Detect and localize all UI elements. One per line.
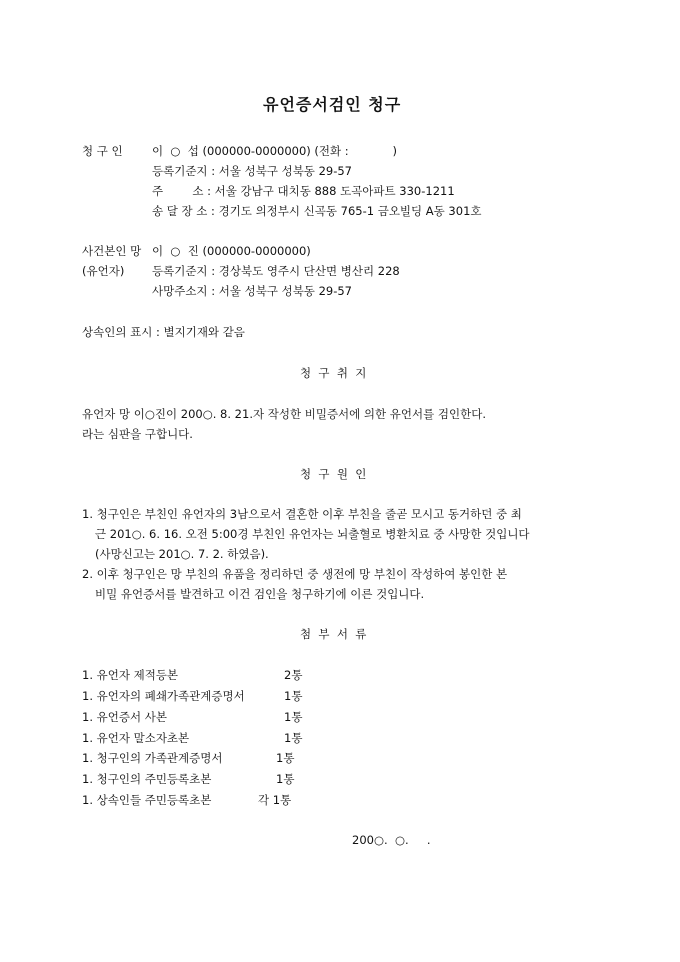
claimant-label: 청 구 인 [82, 144, 123, 158]
purpose-line-1: 유언자 망 이○진이 200○. 8. 21.자 작성한 비밀증서에 의한 유언서를 검인한다. [82, 407, 486, 421]
purpose-heading: 청 구 취 지 [300, 366, 367, 380]
cause-paragraph-1-line-2: 근 201○. 6. 16. 오전 5:00경 부친인 유언자는 뇌출혈로 병환치료 중 사망한 것입니다 [95, 527, 530, 541]
attachments-heading: 첨 부 서 류 [300, 627, 367, 641]
claimant-delivery-address: 송 달 장 소 : 경기도 의정부시 신곡동 765-1 금오빌딩 A동 301호 [152, 204, 482, 218]
attachment-item-name: 1. 상속인들 주민등록초본 [82, 793, 212, 807]
cause-heading: 청 구 원 인 [300, 467, 367, 481]
claimant-address: 주 소 : 서울 강남구 대치동 888 도곡아파트 330-1211 [152, 184, 455, 198]
heirs-line: 상속인의 표시 : 별지기재와 같음 [82, 325, 245, 339]
attachment-item-name: 1. 청구인의 주민등록초본 [82, 772, 212, 786]
attachment-item-name: 1. 유언자 말소자초본 [82, 731, 190, 745]
attachment-item-name: 1. 청구인의 가족관계증명서 [82, 751, 223, 765]
attachment-item-count: 2통 [284, 668, 303, 682]
cause-paragraph-1-line-1: 1. 청구인은 부친인 유언자의 3남으로서 결혼한 이후 부친을 줄곧 모시고 동거하던 중 최 [82, 507, 522, 521]
attachment-item-count: 1통 [284, 689, 303, 703]
attachment-item-name: 1. 유언증서 사본 [82, 710, 167, 724]
cause-paragraph-2-line-2: 비밀 유언증서를 발견하고 이건 검인을 청구하기에 이른 것입니다. [95, 587, 425, 601]
cause-paragraph-2-line-1: 2. 이후 청구인은 망 부친의 유품을 정리하던 중 생전에 망 부친이 작성하여 봉인한 본 [82, 567, 508, 581]
deceased-registration: 등록기준지 : 경상북도 영주시 단산면 병산리 228 [152, 264, 400, 278]
claimant-registration: 등록기준지 : 서울 성북구 성북동 29-57 [152, 164, 352, 178]
attachment-item-name: 1. 유언자 제적등본 [82, 668, 179, 682]
attachment-item-count: 1통 [284, 731, 303, 745]
page-title: 유언증서검인 청구 [263, 95, 402, 114]
purpose-line-2: 라는 심판을 구합니다. [82, 427, 193, 441]
attachment-item-count: 1통 [276, 772, 295, 786]
deceased-death-address: 사망주소지 : 서울 성북구 성북동 29-57 [152, 284, 352, 298]
cause-paragraph-1-line-3: (사망신고는 201○. 7. 2. 하였음). [95, 547, 269, 561]
deceased-name-line: 이 ○ 진 (000000-0000000) [152, 244, 311, 258]
attachment-item-count: 1통 [284, 710, 303, 724]
attachment-item-count: 1통 [276, 751, 295, 765]
deceased-label: 사건본인 망 [82, 244, 142, 258]
deceased-sublabel: (유언자) [82, 264, 125, 278]
attachment-item-count: 각 1통 [258, 793, 292, 807]
attachment-item-name: 1. 유언자의 폐쇄가족관계증명서 [82, 689, 245, 703]
date-line: 200○. ○. . [352, 833, 431, 847]
claimant-name-line: 이 ○ 섭 (000000-0000000) (전화 : ) [152, 144, 398, 158]
